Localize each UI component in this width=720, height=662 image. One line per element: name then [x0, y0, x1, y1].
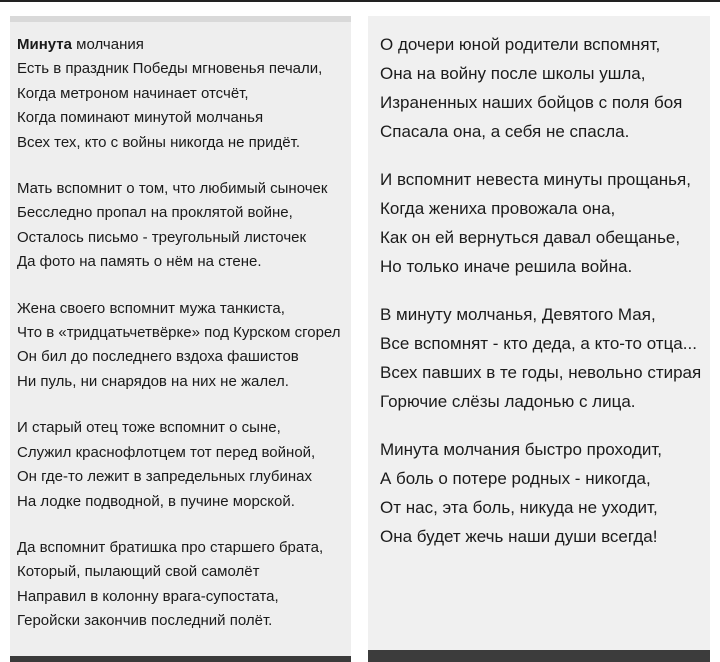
top-divider: [0, 0, 720, 2]
stanza: [380, 435, 710, 551]
poem-line: Ни пуль, ни снарядов на них не жалел.: [17, 372, 289, 390]
poem-line: Когда метроном начинает отсчёт,: [17, 84, 249, 102]
poem-line: Осталось письмо - треугольный листочек: [17, 228, 307, 246]
poem-line: И вспомнит невеста минуты прощанья,: [380, 170, 691, 189]
poem-line: Бесследно пропал на проклятой войне,: [17, 204, 293, 222]
poem-line: Все вспомнят - кто деда, а кто-то отца...: [380, 334, 697, 353]
poem-line: Который, пылающий свой самолёт: [17, 563, 260, 581]
title-rest: молчания: [72, 36, 144, 53]
stanza: [380, 30, 710, 146]
poem-line: Как он ей вернуться давал обещанье,: [380, 228, 681, 247]
stanza: [17, 177, 351, 275]
poem-line: Геройски закончив последний полёт.: [17, 612, 273, 630]
poem-line: Да фото на память о нём на стене.: [17, 253, 262, 271]
stanza: [380, 300, 710, 416]
poem-line: От нас, эта боль, никуда не уходит,: [380, 498, 658, 517]
poem-line: На лодке подводной, в пучине морской.: [17, 492, 295, 510]
poem-line: Она на войну после школы ушла,: [380, 64, 646, 83]
poem-line: В минуту молчанья, Девятого Мая,: [380, 305, 656, 324]
poem-line: Горючие слёзы ладонью с лица.: [380, 392, 636, 411]
stanza: [17, 33, 351, 155]
poem-line: О дочери юной родители вспомнят,: [380, 35, 661, 54]
poem-line: Служил краснофлотцем тот перед войной,: [17, 443, 316, 461]
poem-line: Всех павших в те годы, невольно стирая: [380, 363, 702, 382]
poem-title: [17, 33, 351, 57]
poem-line: Жена своего вспомнит мужа танкиста,: [17, 299, 285, 317]
poem-line: Израненных наших бойцов с поля боя: [380, 93, 683, 112]
bottom-bar: [368, 650, 710, 662]
right-poem: [368, 16, 710, 551]
poem-line: Спасала она, а себя не спасла.: [380, 122, 630, 141]
poem-line: Что в «тридцатьчетвёрке» под Курском сгорел: [17, 324, 341, 342]
poem-line: Направил в колонну врага-супостата,: [17, 587, 279, 605]
poem-line: Он где-то лежит в запредельных глубинах: [17, 468, 312, 486]
left-poem: [10, 22, 351, 634]
poem-line: Всех тех, кто с войны никогда не придёт.: [17, 133, 301, 151]
poem-line: А боль о потере родных - никогда,: [380, 469, 651, 488]
poem-line: Она будет жечь наши души всегда!: [380, 527, 658, 546]
left-page: [10, 16, 351, 662]
poem-line: Минута молчания быстро проходит,: [380, 440, 662, 459]
stanza: [17, 536, 351, 634]
right-page: [368, 16, 710, 662]
poem-line: Он бил до последнего вздоха фашистов: [17, 348, 299, 366]
stanza: [17, 416, 351, 514]
poem-line: Когда поминают минутой молчанья: [17, 109, 264, 127]
title-bold: Минута: [17, 36, 72, 53]
poem-line: Когда жениха провожала она,: [380, 199, 616, 218]
stanza: [380, 165, 710, 281]
poem-line: Мать вспомнит о том, что любимый сыночек: [17, 180, 328, 198]
poem-line: И старый отец тоже вспомнит о сыне,: [17, 419, 281, 437]
poem-line: Но только иначе решила война.: [380, 257, 633, 276]
stanza: [17, 297, 351, 395]
poem-line: Да вспомнит братишка про старшего брата,: [17, 538, 324, 556]
bottom-bar: [10, 656, 351, 662]
poem-line: Есть в праздник Победы мгновенья печали,: [17, 60, 323, 78]
